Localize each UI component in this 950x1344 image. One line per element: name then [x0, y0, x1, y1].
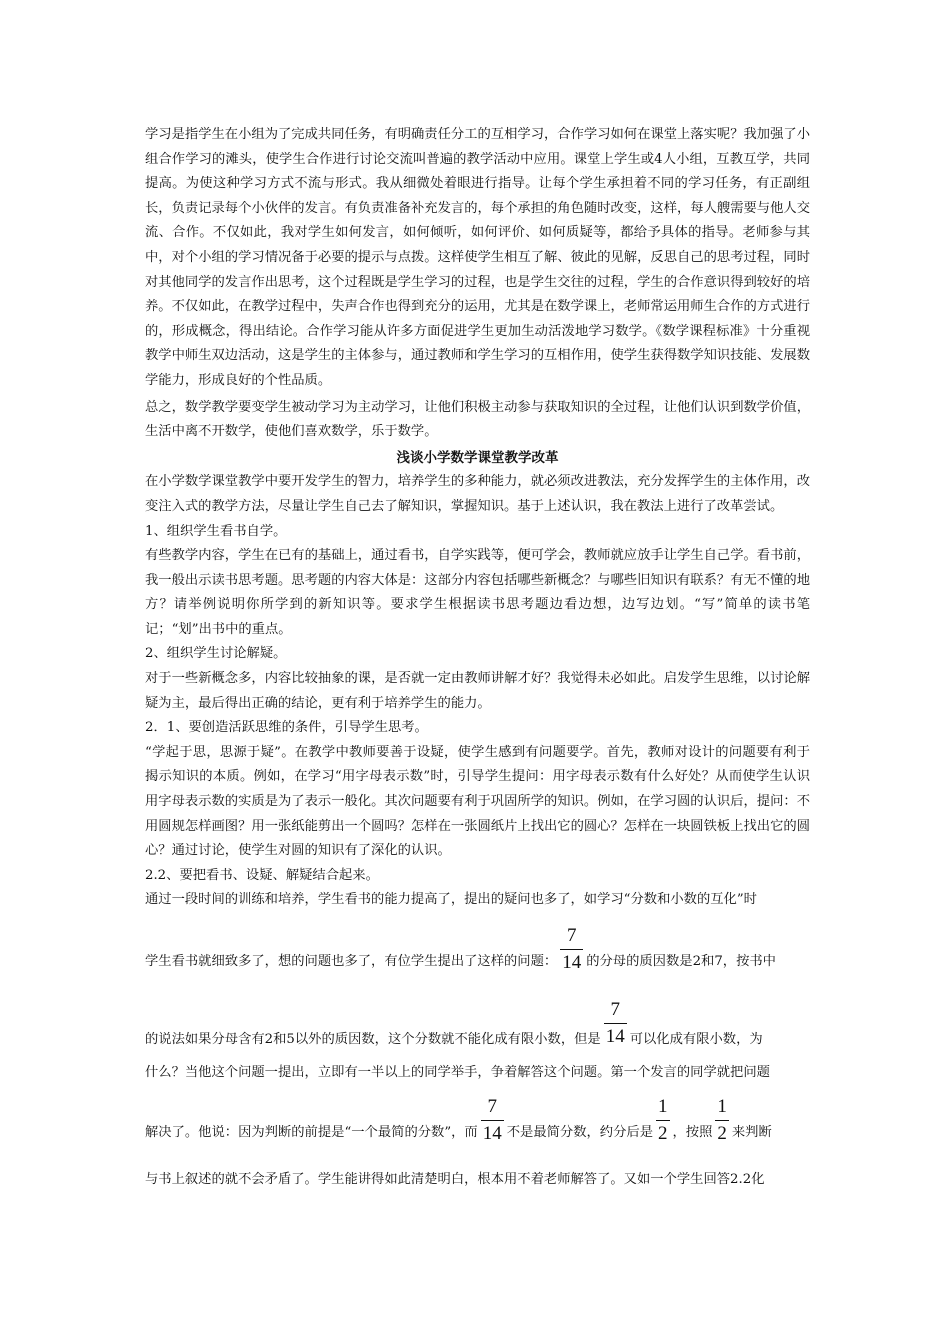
text-segment: 来判断 — [731, 1124, 772, 1140]
text-segment: 不是最简分数，约分后是 — [506, 1124, 653, 1140]
fraction-bar — [604, 1023, 627, 1024]
text-segment: 可以化成有限小数，为 — [629, 1032, 763, 1047]
section-heading-2-2: 2.2、要把看书、设疑、解疑结合起来。 — [145, 867, 379, 883]
fraction-denominator: 2 — [717, 1122, 727, 1144]
text-segment: 学生看书就细致多了，想的问题也多了，有位学生提出了这样的问题： — [145, 954, 558, 969]
text-line-fraction-2 — [145, 975, 810, 1049]
fraction-bar — [715, 1120, 729, 1121]
fraction-denominator: 14 — [562, 952, 582, 973]
text-line-fraction-3 — [145, 1086, 810, 1146]
fraction-numerator: 7 — [566, 925, 577, 946]
fraction-denominator: 14 — [605, 1026, 625, 1047]
fraction-bar — [481, 1120, 504, 1121]
section-heading-2-1: 2．1、要创造活跃思维的条件，引导学生思考。 — [145, 720, 428, 736]
text-line-question: 什么？当他这个问题一提出，立即有一半以上的同学举手，争着解答这个问题。第一个发言的同学就把问题 — [145, 1065, 770, 1080]
paragraph-cooperative-learning: 学习是指学生在小组为了完成共同任务，有明确责任分工的互相学习，合作学习如何在课堂上落实呢？我加强了小组合作学习的滩头，使学生合作进行讨论交流叫普遍的教学活动中应用。课堂上学生或4人小组，互教互学，共同提高。为使这种学习方式不流与形式。我从细微处着眼进行指导。让每个学生承担着不同的学习任务，有正副组长，负责记录每个小伙伴的发言。有负责准备补充发言的，每个承担的角色随时改变，这样，每人艘需要与他人交流、合作。不仅如此，我对学生如何发言，如何倾听，如何评价、如何质疑等，都给予具体的指导。老师参与其中，对个小组的学习情况备于必要的提示与点拨。这样使学生相互了解、彼此的见解，反思自己的思考过程，同时对其他同学的发言作出思考，这个过程既是学生学习的过程，也是学生交往的过程，学生的合作意识得到较好的培养。不仅如此，在教学过程中，失声合作也得到充分的运用，尤其是在数学课上，老师常运用师生合作的方式进行的，形成概念，得出结论。合作学习能从许多方面促进学生更加生动活泼地学习数学。《数学课程标准》十分重视教学中师生双边活动，这是学生的主体参与，通过教师和学生学习的互相作用，使学生获得数学知识技能、发展数学能力，形成良好的个性品质。 — [145, 127, 810, 388]
fraction-numerator: 7 — [610, 999, 620, 1020]
fraction-bar — [656, 1120, 670, 1121]
fraction-numerator: 1 — [717, 1095, 727, 1117]
paragraph-discussion: 对于一些新概念多，内容比较抽象的课，是否就一定由教师讲解才好？我觉得未必如此。启发学生思维，以讨论解疑为主，最后得出正确的结论，更有利于培养学生的能力。 — [145, 671, 810, 711]
paragraph-reading-questions: 通过一段时间的训练和培养，学生看书的能力提高了，提出的疑问也多了，如学习“分数和小数的互化”时 — [145, 892, 757, 908]
text-segment: 的分母的质因数是2和7，按书中 — [586, 954, 776, 969]
document-page — [145, 123, 810, 1192]
text-segment: ，按照 — [672, 1124, 713, 1140]
paragraph-intro: 在小学数学课堂教学中要开发学生的智力，培养学生的多种能力，就必须改进教法，充分发挥学生的主体作用，改变注入式的教学方法，尽量让学生自己去了解知识，掌握知识。基于上述认识，我在教法上进行了改革尝试。 — [145, 474, 810, 514]
text-segment: 的说法如果分母含有2和5以外的质因数，这个分数就不能化成有限小数，但是 — [145, 1032, 601, 1047]
fraction-1-2 — [656, 1095, 670, 1146]
fraction-numerator: 7 — [487, 1095, 497, 1117]
text-line-fraction-1 — [145, 913, 810, 975]
paragraph-self-study: 有些教学内容，学生在已有的基础上，通过看书，自学实践等，便可学会，教师就应放手让学生自己学。看书前，我一般出示读书思考题。思考题的内容大体是：这部分内容包括哪些新概念？与哪些旧知识有联系？有无不懂的地方？请举例说明你所学到的新知识等。要求学生根据读书思考题边看边想，边写边划。“写”简单的读书笔记；“划”出书中的重点。 — [145, 548, 810, 637]
fraction-bar — [560, 949, 583, 950]
paragraph-conclusion: 总之，数学教学要变学生被动学习为主动学习，让他们积极主动参与获取知识的全过程，让他们认识到数学价值，生活中离不开数学，使他们喜欢数学，乐于数学。 — [145, 399, 810, 440]
fraction-1-2 — [715, 1095, 729, 1146]
section-heading-1: 1、组织学生看书自学。 — [145, 523, 287, 539]
paragraph-questioning: “学起于思，思源于疑”。在教学中教师要善于设疑，使学生感到有问题要学。首先，教师对设计的问题要有利于揭示知识的本质。例如，在学习“用字母表示数”时，引导学生提问：用字母表示数有什么好处？从而使学生认识用字母表示数的实质是为了表示一般化。其次问题要有利于巩固所学的知识。例如，在学习圆的认识后，提问：不用圆规怎样画图？用一张纸能剪出一个圆吗？怎样在一张圆纸片上找出它的圆心？怎样在一块圆铁板上找出它的圆心？通过讨论，使学生对圆的知识有了深化的认识。 — [145, 744, 810, 859]
fraction-7-14 — [604, 998, 627, 1049]
section-heading-2: 2、组织学生讨论解疑。 — [145, 646, 287, 662]
text-line-final: 与书上叙述的就不会矛盾了。学生能讲得如此清楚明白，根本用不着老师解答了。又如一个学生回答2.2化 — [145, 1171, 765, 1187]
article-title: 浅谈小学数学课堂教学改革 — [396, 449, 559, 466]
fraction-numerator: 1 — [658, 1095, 668, 1117]
fraction-denominator: 14 — [482, 1122, 502, 1144]
fraction-7-14 — [481, 1095, 504, 1146]
fraction-7-14 — [560, 924, 583, 975]
text-segment: 解决了。他说：因为判断的前提是“一个最简的分数”，而 — [145, 1124, 478, 1140]
fraction-denominator: 2 — [658, 1122, 668, 1144]
